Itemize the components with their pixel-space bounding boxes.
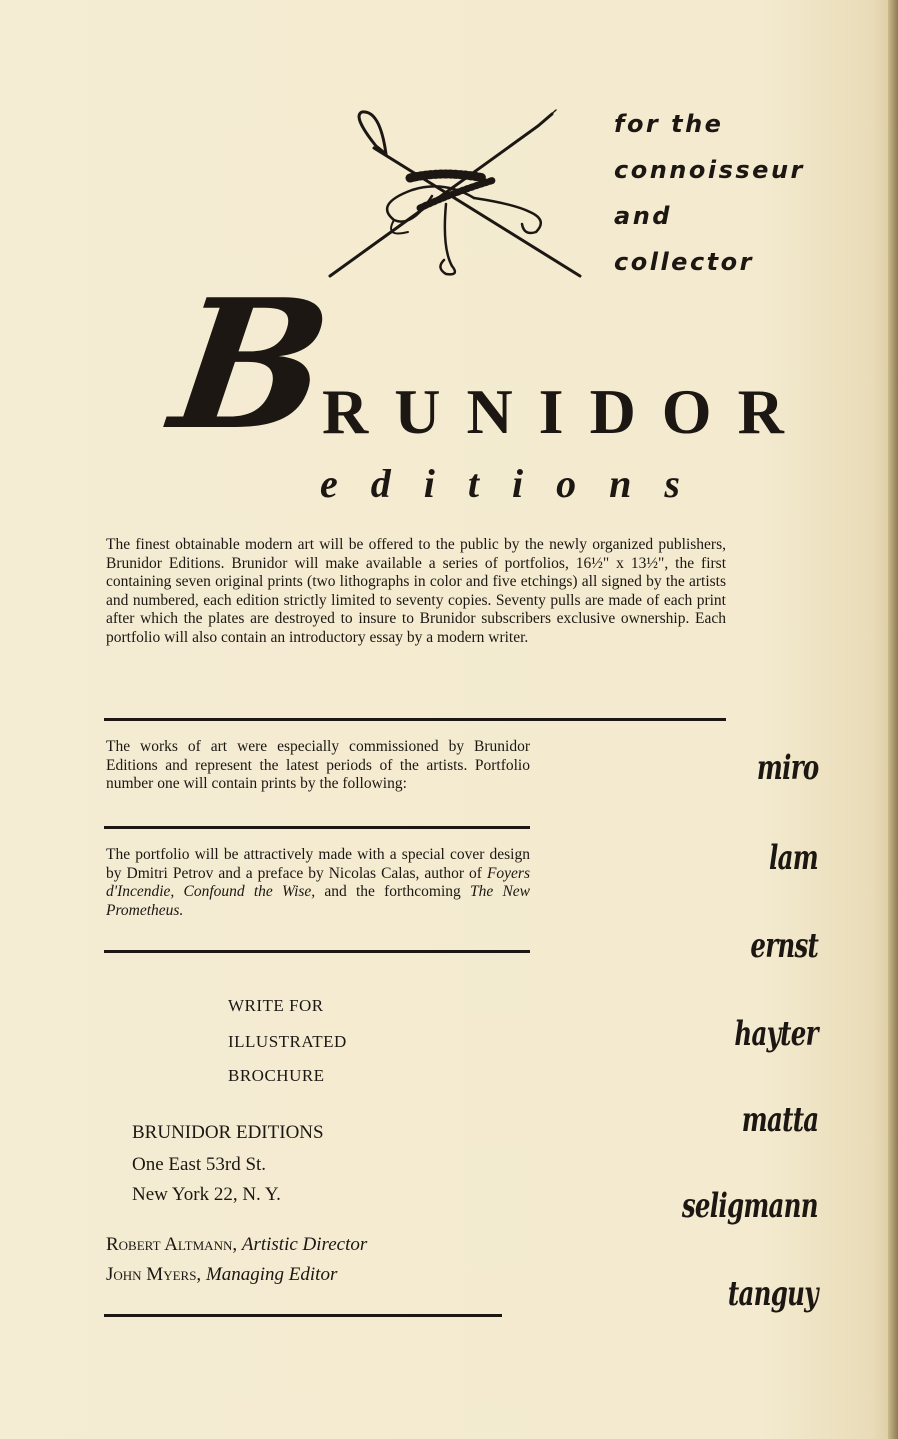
tagline-line-1: for the [614,110,724,138]
portfolio-paragraph [106,846,530,920]
artist-name: hayter [734,1014,818,1054]
commission-paragraph: The works of art were especially commissioned by Brunidor Editions and represent the latest periods of the artists. Portfolio number one will contain prints by the following: [106,738,530,792]
cta-line-2: ILLUSTRATED [228,1032,347,1051]
page-spine-shadow [888,0,898,1439]
logo-subtitle: editions [320,461,713,506]
staff-name: John Myers, [106,1264,202,1285]
portfolio-title-2: The New Prometheus. [106,883,531,919]
crossed-needles-emblem-icon [324,108,586,280]
staff-name: Robert Altmann, [106,1234,238,1255]
staff-role: Artistic Director [241,1234,368,1255]
portfolio-mid: and the forthcoming [324,883,461,900]
artist-name: matta [741,1100,818,1140]
artist-name: ernst [750,926,818,966]
logo-initial: B [161,260,342,469]
staff-role: Managing Editor [205,1264,338,1285]
artist-name: miro [756,748,818,788]
cta-line-3: BROCHURE [228,1066,325,1085]
tagline-line-3: and [614,202,672,230]
portfolio-title-1: Foyers d'Incendie, Confound the Wise, [106,864,530,900]
divider-rule [104,718,726,721]
artist-name: tanguy [728,1274,818,1314]
tagline-line-4: collector [614,248,754,276]
tagline-line-2: connoisseur [614,156,805,184]
divider-rule [104,1314,502,1317]
intro-paragraph: The finest obtainable modern art will be offered to the public by the newly organized publishers, Brunidor Editions. Brunidor will make available a series of portfolios, 16½" x 13½", the first containing seven original prints (two lithographs in color and five etchings) all signed by the artists and numbered, each edition strictly limited to seventy copies. Seventy pulls are made of each print after which the plates are destroyed to insure to Brunidor subscribers exclusive ownership. Each portfolio will also contain an introductory essay by a modern writer. [106,536,726,646]
divider-rule [104,950,530,953]
artist-name: seligmann [682,1186,818,1226]
staff-line-1 [106,1234,367,1256]
artist-name: lam [769,838,818,878]
address-city: New York 22, N. Y. [132,1184,281,1205]
portfolio-lead: The portfolio will be attractively made with a special cover design by Dmitri Petrov and a preface by Nicolas Calas, author of [106,846,530,882]
logo-wordmark: RUNIDOR [322,376,810,447]
divider-rule [104,826,530,829]
address-company: BRUNIDOR EDITIONS [132,1122,324,1143]
staff-line-2 [106,1264,337,1286]
cta-line-1: WRITE FOR [228,996,324,1015]
address-street: One East 53rd St. [132,1154,267,1175]
